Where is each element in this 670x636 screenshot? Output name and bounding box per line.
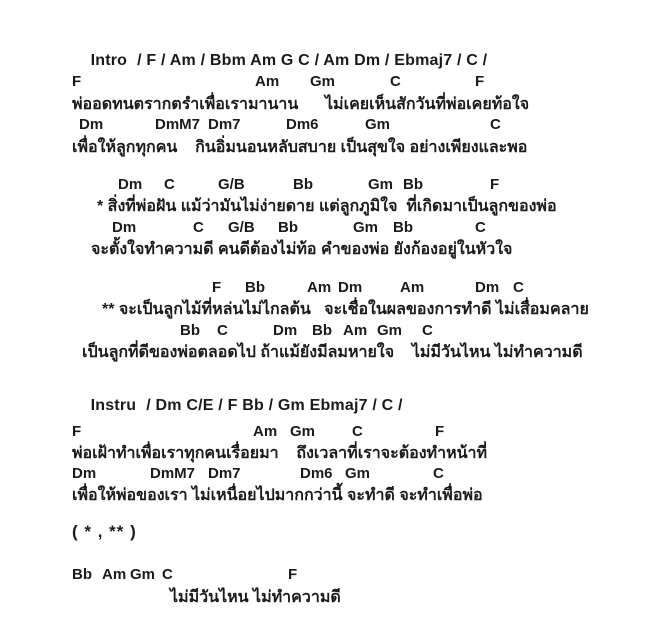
hook2-lyric-line-2: เป็นลูกที่ดีของพ่อตลอดไป ถ้าแม้ยังมีลมหายใจ ไม่มีวันไหน ไม่ทำความดี — [82, 344, 583, 361]
repeat-note: ( * , ** ) — [72, 522, 137, 541]
hook1-lyric-line-1: * สิ่งที่พ่อฝัน แม้ว่ามันไม่ง่ายดาย แต่ลูกภูมิใจ ที่เกิดมาเป็นลูกของพ่อ — [97, 198, 557, 215]
hook2-chord-line-2 — [0, 322, 670, 340]
chord: Bb — [278, 219, 298, 236]
chord: Gm — [377, 322, 403, 339]
chord: Am — [400, 279, 425, 296]
chord: Gm — [310, 73, 336, 90]
chord: Gm — [365, 116, 391, 133]
chord: Bb — [72, 566, 92, 583]
chord: Dm7 — [208, 465, 241, 482]
chord: G/B — [228, 219, 255, 236]
chord: Dm — [338, 279, 363, 296]
chord: Bb — [180, 322, 200, 339]
verse2-lyric-line-2: เพื่อให้พ่อของเรา ไม่เหนื่อยไปมากกว่านี้ จะทำดี จะทำเพื่อพ่อ — [72, 487, 483, 504]
chord: F — [72, 73, 82, 90]
chord: Bb — [245, 279, 265, 296]
outro-lyric-line: ไม่มีวันไหน ไม่ทำความดี — [170, 589, 341, 606]
chord: C — [490, 116, 501, 133]
chord: F — [475, 73, 485, 90]
chord: Am — [307, 279, 332, 296]
chord: Dm — [112, 219, 137, 236]
chord: C — [352, 423, 363, 440]
chord: Bb — [293, 176, 313, 193]
chord: G/B — [218, 176, 245, 193]
chord: Am — [343, 322, 368, 339]
hook1-chord-line-2 — [0, 219, 670, 237]
chord: C — [390, 73, 401, 90]
chord: C — [193, 219, 204, 236]
hook1-chord-line-1 — [0, 176, 670, 194]
verse1-lyric-line-1: พ่ออดทนตรากตรำเพื่อเรามานาน ไม่เคยเห็นสักวันที่พ่อเคยท้อใจ — [72, 96, 530, 113]
chord: Gm — [353, 219, 379, 236]
instru-label: Instru — [90, 397, 137, 414]
chord: DmM7 — [150, 465, 196, 482]
chord: Dm6 — [286, 116, 319, 133]
chord: DmM7 — [155, 116, 201, 133]
chord: F — [72, 423, 82, 440]
chord: Bb — [403, 176, 423, 193]
chord: Gm — [368, 176, 394, 193]
chord: Dm — [475, 279, 500, 296]
chord: C — [433, 465, 444, 482]
chord: F — [490, 176, 500, 193]
chord: Dm6 — [300, 465, 333, 482]
chord: Dm — [273, 322, 298, 339]
chord: C — [475, 219, 486, 236]
verse2-chord-line-1 — [0, 423, 670, 441]
chord: C — [164, 176, 175, 193]
verse1-lyric-line-2: เพื่อให้ลูกทุกคน กินอิ่มนอนหลับสบาย เป็นสุขใจ อย่างเพียงและพอ — [72, 139, 528, 156]
chord: C — [513, 279, 524, 296]
chord: Am — [102, 566, 127, 583]
chord: Dm — [79, 116, 104, 133]
chord: Gm — [130, 566, 156, 583]
chord: Dm — [118, 176, 143, 193]
chord: C — [422, 322, 433, 339]
verse1-chord-line-2 — [0, 116, 670, 134]
intro-label: Intro — [90, 52, 128, 69]
chord: Bb — [312, 322, 332, 339]
verse2-chord-line-2 — [0, 465, 670, 483]
chord: C — [217, 322, 228, 339]
verse1-chord-line-1 — [0, 73, 670, 91]
chord: F — [212, 279, 222, 296]
chord: Gm — [345, 465, 371, 482]
hook2-lyric-line-1: ** จะเป็นลูกไม้ที่หล่นไม่ไกลต้น จะเชื่อในผลของการทำดี ไม่เสื่อมคลาย — [102, 301, 589, 318]
verse2-lyric-line-1: พ่อเฝ้าทำเพื่อเราทุกคนเรื่อยมา ถึงเวลาที่เราจะต้องทำหน้าที่ — [72, 445, 488, 462]
chord: Gm — [290, 423, 316, 440]
chord: Am — [255, 73, 280, 90]
chord: Am — [253, 423, 278, 440]
hook2-chord-line-1 — [0, 279, 670, 297]
instru-progression: / Dm C/E / F Bb / Gm Ebmaj7 / C / — [146, 397, 403, 414]
hook1-lyric-line-2: จะตั้งใจทำความดี คนดีต้องไม่ท้อ คำของพ่อ ยังก้องอยู่ในหัวใจ — [91, 241, 513, 258]
chord: F — [288, 566, 298, 583]
chord: C — [162, 566, 173, 583]
intro-progression: / F / Am / Bbm Am G C / Am Dm / Ebmaj7 / C / — [137, 52, 488, 69]
outro-chord-line — [0, 566, 670, 584]
chord: F — [435, 423, 445, 440]
chord: Bb — [393, 219, 413, 236]
chord: Dm — [72, 465, 97, 482]
chord: Dm7 — [208, 116, 241, 133]
